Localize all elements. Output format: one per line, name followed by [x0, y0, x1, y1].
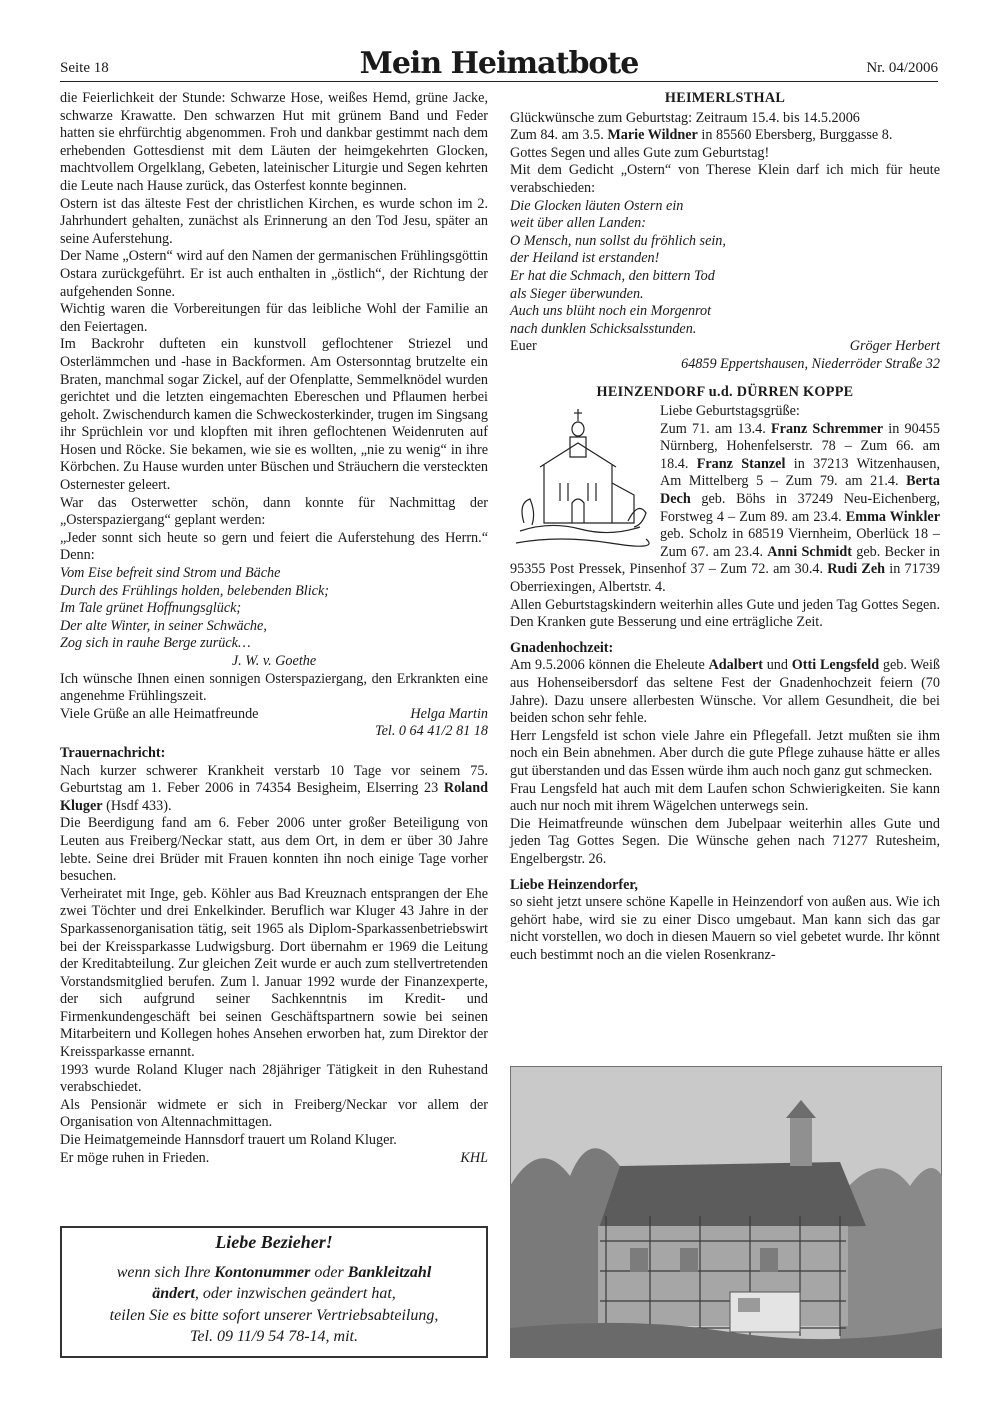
address: 64859 Eppertshausen, Niederröder Straße 32 [681, 355, 940, 372]
poem-line: Auch uns blüht noch ein Morgenrot [510, 303, 712, 320]
person-name: Otti Lengsfeld [791, 657, 880, 674]
paragraph: Im Backrohr dufteten ein kunstvoll geflochtener Striezel und Osterlämmchen und -hase in Backformen. Am Ostersonntag brutzelte ein Braten, manchmal sogar Zickel, auf der Ofenplatte, Semmelknödel wurden gerichtet und die letzten eingemachten Ebereschen und Pflaumen herbei geholt. Zwischendurch kamen die Schweckosterkinder, trugen im Singsang ihr Sprüchlein vor und klopften mit ihren geflochtenen Weidenruten auf Hosen und Röcke. Sie bekamen, wie sie es wollten, „nie zu wenig“ in ihre Körbchen. Zu Hause wurden unter Büschen und Sträuchern die versteckten Osternester geleert. [60, 336, 488, 494]
chapel-illustration [510, 403, 650, 553]
paragraph [510, 657, 940, 727]
paragraph: Ostern ist das älteste Fest der christlichen Kirchen, es wurde schon im 2. Jahrhundert gehalten, zunächst als Erinnerung an den Tod Jesu, später an seine Auferstehung. [60, 195, 488, 247]
person-name: Emma Winkler [845, 508, 940, 525]
author-phone: Tel. 0 64 41/2 81 18 [375, 723, 488, 740]
text: Bankleitzahl [347, 1263, 432, 1281]
author-name: Helga Martin [410, 705, 488, 722]
text: Er möge ruhen in Frieden. [60, 1149, 210, 1166]
text: , oder inzwischen geändert hat, [194, 1285, 396, 1302]
signature: KHL [460, 1149, 488, 1166]
goethe-poem [60, 565, 488, 653]
text: wenn sich Ihre [116, 1263, 215, 1281]
poem-author: J. W. v. Goethe [231, 653, 317, 669]
klein-poem [510, 198, 940, 339]
paragraph: Allen Geburtstagskindern weiterhin alles Gute und jeden Tag Gottes Segen. Den Kranken gute Besserung und eine erträgliche Zeit. [510, 596, 940, 631]
text: geb. Becker in 95355 Post Pressek, Pinsenhof 37 – Zum 72. am 30.4. [510, 543, 940, 578]
masthead-logo: Mein Heimatbote [359, 46, 639, 81]
poem-line: als Sieger überwunden. [510, 285, 644, 302]
paragraph: Wichtig waren die Vorbereitungen für das leibliche Wohl der Familie an den Feiertagen. [60, 301, 488, 335]
notice-line [62, 1262, 486, 1284]
text: in 71739 Oberriexingen, Albertstr. 4. [510, 561, 940, 596]
right-column [510, 90, 940, 965]
notice-title: Liebe Bezieher! [215, 1232, 333, 1252]
poem-line: nach dunklen Schicksalsstunden. [510, 320, 697, 337]
paragraph: War das Osterwetter schön, dann konnte für Nachmittag der „Osterspaziergang“ geplant werden: [60, 494, 488, 529]
page-header [60, 46, 938, 82]
section-heading: Trauernachricht: [60, 744, 166, 761]
paragraph: Die Heimatfreunde wünschen dem Jubelpaar weiterhin alles Gute und jeden Tag Gottes Segen. Die Wünsche gehen nach 71277 Rutesheim, Engelbergstr. 26. [510, 815, 940, 867]
text: geb. Böhs in 37249 Neu-Eichenberg, Forstweg 4 – Zum 89. am 23.4. [660, 491, 940, 525]
page-number: Seite 18 [60, 60, 109, 76]
text: Zum 84. am 3.5. [510, 127, 608, 144]
text: Nach kurzer schwerer Krankheit verstarb 10 Tage vor seinem 75. Geburtstag am 1. Feber 2006 in 74354 Besigheim, Elserring 23 [60, 762, 488, 797]
signature-line [60, 706, 488, 724]
paragraph: 1993 wurde Roland Kluger nach 28jähriger Tätigkeit in den Ruhestand verabschiedet. [60, 1061, 488, 1096]
person-name: Franz Schremmer [771, 420, 884, 437]
poem-line: weit über allen Landen: [510, 215, 646, 232]
paragraph: Ich wünsche Ihnen einen sonnigen Osterspaziergang, den Erkrankten eine angenehme Frühlingszeit. [60, 670, 488, 705]
paragraph: Als Pensionär widmete er sich in Freiberg/Neckar vor allem der Organisation von Altennachmittagen. [60, 1096, 488, 1131]
text: in 90455 Nürnberg, Hohenfelserstr. 78 – Zum 66. am 18.4. [660, 420, 940, 472]
subscriber-notice-box [60, 1226, 488, 1358]
signature-line [60, 1150, 488, 1168]
paragraph [510, 127, 940, 145]
text: Am 9.5.2006 können die Eheleute [510, 657, 709, 674]
person-name: Marie Wildner [607, 127, 698, 144]
person-name: Franz Stanzel [696, 455, 786, 472]
paragraph [60, 763, 488, 816]
paragraph: so sieht jetzt unsere schöne Kapelle in Heinzendorf von außen aus. Wie ich gehört habe, wird sie zu einer Disco umgebaut. Man kann sich das gar nicht vorstellen, wo doch in diesen Mauern so viel gebetet wurde. Ihr könnt euch bestimmt noch an die vielen Rosenkranz- [510, 894, 940, 963]
paragraph: Die Heimatgemeinde Hannsdorf trauert um Roland Kluger. [60, 1132, 397, 1149]
poem-line: Zog sich in rauhe Berge zurück… [60, 635, 251, 652]
text: in 37213 Witzenhausen, Am Mittelberg 5 – Zum 79. am 21.4. [660, 455, 940, 490]
greeting: Viele Grüße an alle Heimatfreunde [60, 705, 259, 722]
birthday-block [510, 403, 940, 632]
text: Euer [510, 338, 537, 355]
text: Kontonummer [214, 1263, 311, 1281]
person-name: Berta Dech [660, 473, 940, 508]
paragraph: Der Name „Ostern“ wird auf den Namen der germanischen Frühlingsgöttin Ostara zurückgeführt. Er ist auch enthalten in „östlich“, der Richtung der aufgehenden Sonne. [60, 248, 488, 300]
poem-line: O Mensch, nun sollst du fröhlich sein, [510, 232, 726, 249]
paragraph: Herr Lengsfeld ist schon viele Jahre ein Pflegefall. Jetzt mußten sie ihm noch ein Bein abnehmen. Aber durch die gute Pflege zuhause hätte er alles gut überstanden und das Essen würde ihm auch noch ganz gut schmecken. [510, 727, 940, 779]
issue-number: Nr. 04/2006 [866, 60, 938, 76]
section-heading: HEIMERLSTHAL [664, 90, 786, 106]
notice-line: teilen Sie es bitte sofort unserer Vertriebsabteilung, [109, 1306, 439, 1324]
chapel-photo [510, 1066, 942, 1358]
paragraph: die Feierlichkeit der Stunde: Schwarze Hose, weißes Hemd, grüne Jacke, schwarze Krawatte. Den schwarzen Hut mit grünem Band und Feder hatten sie ehrfürchtig abgenommen. Froh und dankbar gestimmt nach dem erhebenden Gottesdienst mit dem Läuten der heimgekehrten Glocken, machtvollem Orgelklang, Gebeten, lateinischer Liturgie und Segen kehrten die Leute nach Hause zurück, das Osterfest konnte beginnen. [60, 90, 488, 194]
paragraph: Glückwünsche zum Geburtstag: Zeitraum 15.4. bis 14.5.2006 [510, 109, 860, 126]
text: Zum 71. am 13.4. [660, 420, 771, 437]
poem-line: Der alte Winter, in seiner Schwäche, [60, 617, 267, 634]
deceased-name: Roland Kluger [60, 780, 488, 814]
paragraph: Die Beerdigung fand am 6. Feber 2006 unter großer Beteiligung von Leuten aus Freiberg/Neckar statt, aus dem Ort, in dem er über 30 Jahre lebte. Seine drei Brüder mit Frauen konnten ihn noch einige Tage vorher besuchen. [60, 815, 488, 885]
poem-line: Er hat die Schmach, den bittern Tod [510, 267, 715, 284]
section-heading: Liebe Heinzendorfer, [510, 876, 638, 893]
notice-line [62, 1283, 486, 1305]
notice-line: Tel. 09 11/9 54 78-14, mit. [189, 1328, 358, 1345]
person-name: Anni Schmidt [767, 543, 852, 560]
paragraph: Frau Lengsfeld hat auch mit dem Laufen schon Schwierigkeiten. Sie kann auch nur noch mit ihrem Wägelchen unterwegs sein. [510, 780, 940, 815]
signature-line [510, 338, 940, 356]
poem-line: Vom Eise befreit sind Strom und Bäche [60, 565, 281, 582]
section-heading: HEINZENDORF u.d. DÜRREN KOPPE [596, 383, 854, 400]
left-column [60, 90, 488, 1167]
paragraph: Gottes Segen und alles Gute zum Geburtstag! [510, 144, 770, 161]
paragraph: Liebe Geburtstagsgrüße: [660, 403, 800, 420]
text: geb. Scholz in 68519 Viernheim, Oberlück 18 – Zum 67. am 23.4. [660, 526, 940, 560]
text: ändert [152, 1285, 195, 1302]
person-name: Adalbert [708, 657, 763, 674]
poem-line: Im Tale grünet Hoffnungsglück; [60, 600, 242, 617]
text: in 85560 Ebersberg, Burggasse 8. [697, 127, 893, 144]
poem-line: Die Glocken läuten Ostern ein [510, 197, 684, 214]
section-heading: Gnadenhochzeit: [510, 639, 614, 656]
paragraph: Mit dem Gedicht „Ostern“ von Therese Klein darf ich mich für heute verabschieden: [510, 162, 940, 196]
text: geb. Weiß aus Hohenseibersdorf das seltene Fest der Gnadenhochzeit feiern (70 Jahre). Dazu unsere allerbesten Wünsche. Vor allem Gesundheit, die bei beiden schon sehr fehle. [510, 657, 941, 727]
text: (Hsdf 433). [102, 797, 172, 814]
paragraph: Verheiratet mit Inge, geb. Köhler aus Bad Kreuznach entsprangen der Ehe zwei Töchter und drei Enkelkinder. Beruflich war Kluger 43 Jahre in der Sparkassenorganisation tätig, seit 1965 als Diplom-Sparkassenbetriebswirt bei der Kreissparkasse Ludwigsburg. Dort übernahm er 1969 die Leitung der Kreditabteilung. Zur gleichen Zeit wurde er auch zum stellvertretenden Vorstandsmitglied berufen. Zum l. Januar 1992 wurde der Finanzexperte, der sich aufgrund seiner Sachkenntnis im Kredit- und Firmenkundengeschäft bei seinen Geschäftspartnern sowie bei seinen Mitarbeitern und Kollegen hohes Ansehen erworben hat, zum Direktor der Kreissparkasse ernannt. [60, 885, 488, 1061]
poem-line: Durch des Frühlings holden, belebenden Blick; [60, 582, 329, 599]
text: oder [310, 1263, 348, 1281]
poem-line: der Heiland ist erstanden! [510, 250, 660, 267]
text: und [762, 657, 792, 674]
header-rule [60, 81, 938, 82]
paragraph: „Jeder sonnt sich heute so gern und feiert die Auferstehung des Herrn.“ Denn: [60, 529, 488, 564]
person-name: Rudi Zeh [827, 561, 886, 578]
signature: Gröger Herbert [849, 338, 940, 355]
